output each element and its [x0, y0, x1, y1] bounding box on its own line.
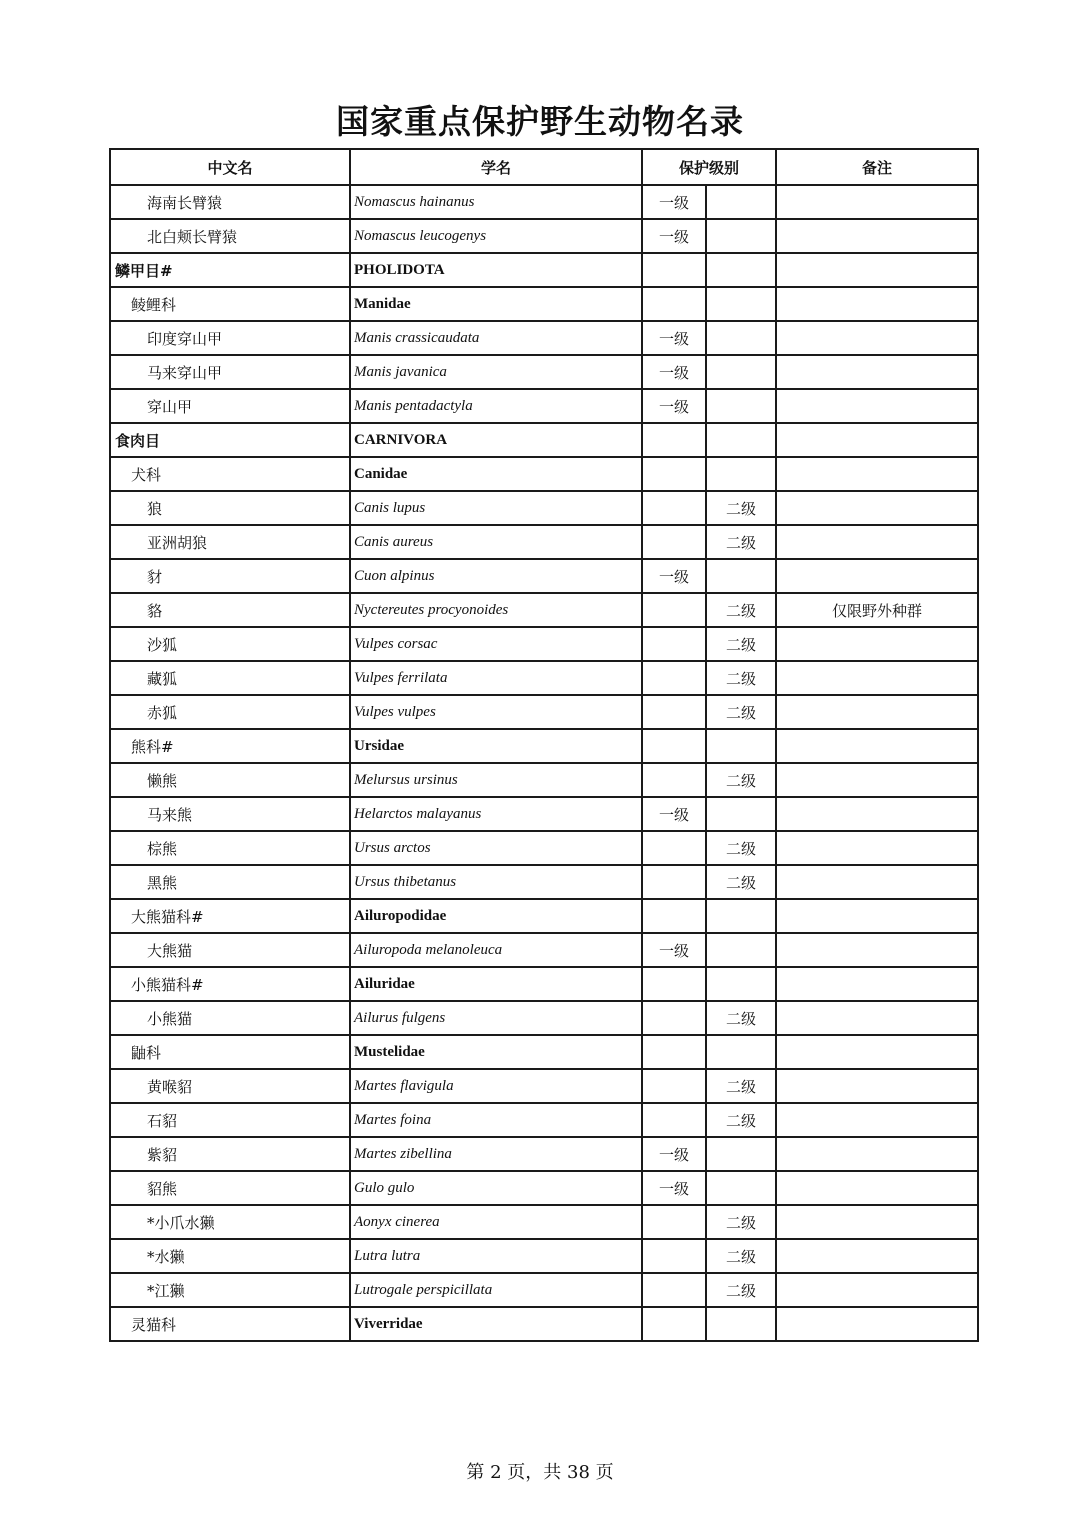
- grade-first-class-cell: [642, 899, 706, 933]
- table-row: [110, 253, 978, 287]
- chinese-name-cell: 犬科: [110, 457, 350, 491]
- remarks-cell: [776, 1273, 978, 1307]
- table-row: [110, 1171, 978, 1205]
- grade-second-class-cell: [706, 967, 776, 1001]
- table-row: [110, 1205, 978, 1239]
- grade-second-class-cell: [706, 1035, 776, 1069]
- chinese-name-cell: 鼬科: [110, 1035, 350, 1069]
- remarks-cell: [776, 763, 978, 797]
- scientific-name-cell: Mustelidae: [350, 1035, 642, 1069]
- grade-first-class-cell: [642, 1103, 706, 1137]
- grade-first-class-cell: [642, 1307, 706, 1341]
- scientific-name-cell: Manis crassicaudata: [350, 321, 642, 355]
- grade-second-class-cell: [706, 321, 776, 355]
- grade-first-class-cell: [642, 627, 706, 661]
- remarks-cell: [776, 1103, 978, 1137]
- table-row: [110, 185, 978, 219]
- chinese-name-cell: 貉: [110, 593, 350, 627]
- chinese-name-cell: 黄喉貂: [110, 1069, 350, 1103]
- grade-second-class-cell: 二级: [706, 525, 776, 559]
- chinese-name-cell: 食肉目: [110, 423, 350, 457]
- scientific-name-cell: Manidae: [350, 287, 642, 321]
- remarks-cell: [776, 899, 978, 933]
- chinese-name-cell: 石貂: [110, 1103, 350, 1137]
- remarks-cell: [776, 287, 978, 321]
- grade-second-class-cell: [706, 457, 776, 491]
- remarks-cell: [776, 797, 978, 831]
- grade-second-class-cell: 二级: [706, 1239, 776, 1273]
- scientific-name-cell: Canidae: [350, 457, 642, 491]
- scientific-name-cell: PHOLIDOTA: [350, 253, 642, 287]
- grade-second-class-cell: 二级: [706, 1205, 776, 1239]
- remarks-cell: [776, 525, 978, 559]
- grade-first-class-cell: 一级: [642, 797, 706, 831]
- scientific-name-cell: Gulo gulo: [350, 1171, 642, 1205]
- table-row: [110, 797, 978, 831]
- scientific-name-cell: Canis aureus: [350, 525, 642, 559]
- grade-second-class-cell: 二级: [706, 661, 776, 695]
- remarks-cell: [776, 321, 978, 355]
- grade-second-class-cell: [706, 797, 776, 831]
- table-row: [110, 831, 978, 865]
- chinese-name-cell: 紫貂: [110, 1137, 350, 1171]
- table-row: [110, 355, 978, 389]
- chinese-name-cell: 鲮鲤科: [110, 287, 350, 321]
- table-row: [110, 491, 978, 525]
- chinese-name-cell: 海南长臂猿: [110, 185, 350, 219]
- remarks-cell: [776, 831, 978, 865]
- chinese-name-cell: 豺: [110, 559, 350, 593]
- scientific-name-cell: Ursus thibetanus: [350, 865, 642, 899]
- grade-first-class-cell: [642, 831, 706, 865]
- chinese-name-cell: 小熊猫科#: [110, 967, 350, 1001]
- grade-second-class-cell: 二级: [706, 1273, 776, 1307]
- grade-first-class-cell: 一级: [642, 219, 706, 253]
- chinese-name-cell: 灵猫科: [110, 1307, 350, 1341]
- remarks-cell: [776, 185, 978, 219]
- scientific-name-cell: Nyctereutes procyonoides: [350, 593, 642, 627]
- chinese-name-cell: *江獭: [110, 1273, 350, 1307]
- chinese-name-cell: 马来穿山甲: [110, 355, 350, 389]
- grade-second-class-cell: [706, 355, 776, 389]
- remarks-cell: [776, 661, 978, 695]
- table-row: [110, 865, 978, 899]
- remarks-cell: [776, 967, 978, 1001]
- scientific-name-cell: Cuon alpinus: [350, 559, 642, 593]
- grade-second-class-cell: 二级: [706, 831, 776, 865]
- remarks-cell: [776, 1307, 978, 1341]
- grade-first-class-cell: [642, 729, 706, 763]
- scientific-name-cell: Ailuropodidae: [350, 899, 642, 933]
- scientific-name-cell: CARNIVORA: [350, 423, 642, 457]
- scientific-name-cell: Viverridae: [350, 1307, 642, 1341]
- chinese-name-cell: 小熊猫: [110, 1001, 350, 1035]
- scientific-name-cell: Ailuropoda melanoleuca: [350, 933, 642, 967]
- chinese-name-cell: 棕熊: [110, 831, 350, 865]
- remarks-cell: [776, 1205, 978, 1239]
- grade-first-class-cell: [642, 423, 706, 457]
- chinese-name-cell: 大熊猫科#: [110, 899, 350, 933]
- remarks-cell: [776, 933, 978, 967]
- table-row: [110, 763, 978, 797]
- scientific-name-cell: Ailurus fulgens: [350, 1001, 642, 1035]
- chinese-name-cell: 黑熊: [110, 865, 350, 899]
- remarks-cell: [776, 695, 978, 729]
- grade-second-class-cell: [706, 185, 776, 219]
- remarks-cell: [776, 559, 978, 593]
- grade-first-class-cell: [642, 457, 706, 491]
- species-table: [109, 148, 979, 1342]
- grade-second-class-cell: [706, 729, 776, 763]
- scientific-name-cell: Lutra lutra: [350, 1239, 642, 1273]
- grade-first-class-cell: [642, 967, 706, 1001]
- table-row: [110, 661, 978, 695]
- table-row: [110, 1273, 978, 1307]
- remarks-cell: [776, 627, 978, 661]
- chinese-name-cell: 貂熊: [110, 1171, 350, 1205]
- chinese-name-cell: 沙狐: [110, 627, 350, 661]
- scientific-name-cell: Manis pentadactyla: [350, 389, 642, 423]
- grade-first-class-cell: 一级: [642, 933, 706, 967]
- scientific-name-cell: Melursus ursinus: [350, 763, 642, 797]
- remarks-cell: [776, 1239, 978, 1273]
- header-scientific-name: 学名: [350, 149, 642, 185]
- remarks-cell: [776, 423, 978, 457]
- remarks-cell: [776, 253, 978, 287]
- chinese-name-cell: 穿山甲: [110, 389, 350, 423]
- grade-second-class-cell: [706, 423, 776, 457]
- scientific-name-cell: Martes foina: [350, 1103, 642, 1137]
- header-remarks: 备注: [776, 149, 978, 185]
- grade-second-class-cell: [706, 1171, 776, 1205]
- table-row: [110, 899, 978, 933]
- grade-second-class-cell: 二级: [706, 1103, 776, 1137]
- remarks-cell: [776, 389, 978, 423]
- scientific-name-cell: Ursidae: [350, 729, 642, 763]
- grade-second-class-cell: [706, 933, 776, 967]
- grade-first-class-cell: [642, 1205, 706, 1239]
- grade-first-class-cell: [642, 1239, 706, 1273]
- scientific-name-cell: Martes flavigula: [350, 1069, 642, 1103]
- grade-second-class-cell: [706, 253, 776, 287]
- remarks-cell: [776, 355, 978, 389]
- grade-first-class-cell: [642, 525, 706, 559]
- grade-first-class-cell: [642, 1273, 706, 1307]
- grade-second-class-cell: 二级: [706, 1001, 776, 1035]
- grade-second-class-cell: 二级: [706, 1069, 776, 1103]
- grade-first-class-cell: [642, 1035, 706, 1069]
- grade-second-class-cell: 二级: [706, 491, 776, 525]
- remarks-cell: [776, 729, 978, 763]
- grade-second-class-cell: [706, 219, 776, 253]
- remarks-cell: [776, 1137, 978, 1171]
- grade-second-class-cell: 二级: [706, 627, 776, 661]
- remarks-cell: [776, 457, 978, 491]
- grade-second-class-cell: 二级: [706, 695, 776, 729]
- chinese-name-cell: *水獭: [110, 1239, 350, 1273]
- scientific-name-cell: Canis lupus: [350, 491, 642, 525]
- table-row: [110, 967, 978, 1001]
- grade-first-class-cell: [642, 661, 706, 695]
- scientific-name-cell: Nomascus leucogenys: [350, 219, 642, 253]
- grade-first-class-cell: [642, 253, 706, 287]
- table-row: [110, 1239, 978, 1273]
- grade-first-class-cell: 一级: [642, 1171, 706, 1205]
- page-footer: 第 2 页，共 38 页: [466, 1462, 614, 1483]
- scientific-name-cell: Ursus arctos: [350, 831, 642, 865]
- chinese-name-cell: 北白颊长臂猿: [110, 219, 350, 253]
- remarks-cell: 仅限野外种群: [776, 593, 978, 627]
- remarks-cell: [776, 491, 978, 525]
- chinese-name-cell: 狼: [110, 491, 350, 525]
- chinese-name-cell: 熊科#: [110, 729, 350, 763]
- scientific-name-cell: Manis javanica: [350, 355, 642, 389]
- page-title: 国家重点保护野生动物名录: [336, 102, 744, 141]
- table-row: [110, 627, 978, 661]
- scientific-name-cell: Martes zibellina: [350, 1137, 642, 1171]
- grade-first-class-cell: [642, 491, 706, 525]
- table-row: [110, 1035, 978, 1069]
- grade-second-class-cell: [706, 1137, 776, 1171]
- grade-second-class-cell: [706, 1307, 776, 1341]
- table-row: [110, 1103, 978, 1137]
- chinese-name-cell: *小爪水獭: [110, 1205, 350, 1239]
- chinese-name-cell: 藏狐: [110, 661, 350, 695]
- grade-second-class-cell: 二级: [706, 763, 776, 797]
- chinese-name-cell: 懒熊: [110, 763, 350, 797]
- grade-first-class-cell: 一级: [642, 1137, 706, 1171]
- table-row: [110, 1069, 978, 1103]
- remarks-cell: [776, 1001, 978, 1035]
- table-body: [110, 185, 978, 1341]
- grade-second-class-cell: [706, 287, 776, 321]
- remarks-cell: [776, 1171, 978, 1205]
- grade-first-class-cell: [642, 287, 706, 321]
- grade-first-class-cell: 一级: [642, 185, 706, 219]
- grade-first-class-cell: [642, 865, 706, 899]
- scientific-name-cell: Aonyx cinerea: [350, 1205, 642, 1239]
- table-row: [110, 389, 978, 423]
- grade-second-class-cell: [706, 559, 776, 593]
- grade-second-class-cell: 二级: [706, 593, 776, 627]
- scientific-name-cell: Vulpes corsac: [350, 627, 642, 661]
- grade-first-class-cell: 一级: [642, 355, 706, 389]
- grade-first-class-cell: [642, 695, 706, 729]
- table-row: [110, 593, 978, 627]
- chinese-name-cell: 大熊猫: [110, 933, 350, 967]
- remarks-cell: [776, 1069, 978, 1103]
- chinese-name-cell: 亚洲胡狼: [110, 525, 350, 559]
- table-row: [110, 559, 978, 593]
- remarks-cell: [776, 865, 978, 899]
- grade-first-class-cell: [642, 1001, 706, 1035]
- scientific-name-cell: Vulpes ferrilata: [350, 661, 642, 695]
- grade-first-class-cell: 一级: [642, 321, 706, 355]
- header-protection-level: 保护级别: [642, 149, 776, 185]
- grade-second-class-cell: [706, 899, 776, 933]
- table-row: [110, 695, 978, 729]
- grade-first-class-cell: 一级: [642, 559, 706, 593]
- chinese-name-cell: 印度穿山甲: [110, 321, 350, 355]
- table-row: [110, 457, 978, 491]
- grade-first-class-cell: [642, 763, 706, 797]
- grade-first-class-cell: [642, 593, 706, 627]
- table-row: [110, 423, 978, 457]
- table-row: [110, 933, 978, 967]
- table-header-row: [110, 149, 978, 185]
- chinese-name-cell: 马来熊: [110, 797, 350, 831]
- table-row: [110, 1001, 978, 1035]
- header-chinese-name: 中文名: [110, 149, 350, 185]
- scientific-name-cell: Lutrogale perspicillata: [350, 1273, 642, 1307]
- grade-second-class-cell: [706, 389, 776, 423]
- remarks-cell: [776, 1035, 978, 1069]
- scientific-name-cell: Ailuridae: [350, 967, 642, 1001]
- scientific-name-cell: Helarctos malayanus: [350, 797, 642, 831]
- table-row: [110, 525, 978, 559]
- grade-second-class-cell: 二级: [706, 865, 776, 899]
- table-row: [110, 729, 978, 763]
- chinese-name-cell: 赤狐: [110, 695, 350, 729]
- table-row: [110, 219, 978, 253]
- scientific-name-cell: Vulpes vulpes: [350, 695, 642, 729]
- table-row: [110, 1137, 978, 1171]
- chinese-name-cell: 鳞甲目#: [110, 253, 350, 287]
- table-row: [110, 1307, 978, 1341]
- remarks-cell: [776, 219, 978, 253]
- grade-first-class-cell: 一级: [642, 389, 706, 423]
- grade-first-class-cell: [642, 1069, 706, 1103]
- table-row: [110, 287, 978, 321]
- table-row: [110, 321, 978, 355]
- scientific-name-cell: Nomascus hainanus: [350, 185, 642, 219]
